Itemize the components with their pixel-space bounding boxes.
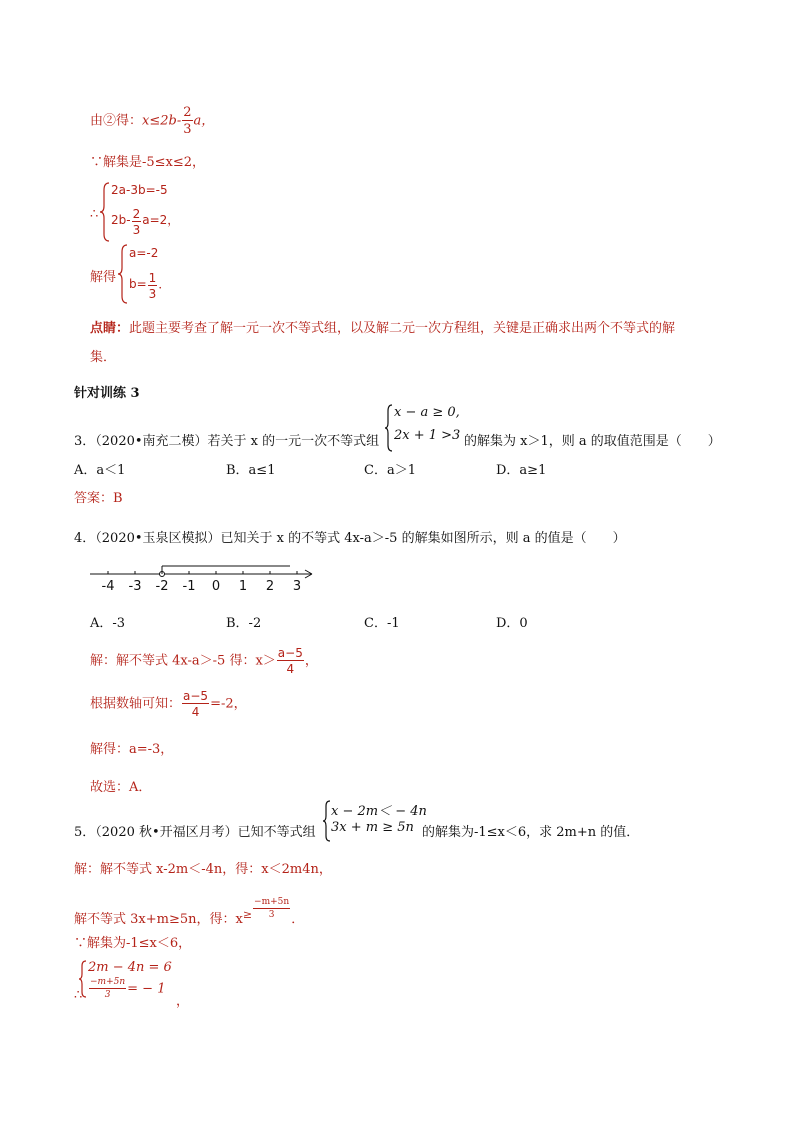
- fraction: [182, 690, 209, 718]
- q3-answer: 答案：B: [74, 491, 123, 506]
- solve-label: 解得: [90, 270, 117, 285]
- q4-option-a: A．-3: [90, 616, 126, 631]
- system2-eq2: [129, 272, 170, 300]
- text: ≥: [242, 908, 253, 921]
- q3-stem-post: 的解集为 x＞1，则 a 的取值范围是（ ）: [464, 434, 721, 449]
- fraction: [132, 208, 142, 236]
- text: ．: [291, 912, 305, 927]
- q5-solution-line1: 解：解不等式 x-2m＜-4n，得：x＜2m4n，: [74, 862, 332, 877]
- q4-stem: 4．（2020•玉泉区模拟）已知关于 x 的不等式 4x-a＞-5 的解集如图所示，则 a 的值是（ ）: [74, 531, 626, 546]
- text: 解：解不等式 4x-a＞-5 得：x＞: [90, 653, 276, 669]
- numerator: a−5: [277, 646, 303, 660]
- comma: ，: [176, 994, 190, 1009]
- denominator: 3: [132, 223, 141, 237]
- solution-line-solution-set: ∵解集是-5≤x≤2，: [90, 155, 206, 170]
- q3-option-a: A．a＜1: [74, 463, 126, 478]
- q5-solution-line2: [74, 898, 304, 927]
- q3-system-eq2: 2x + 1 >3: [394, 428, 461, 443]
- numerator: 2: [132, 207, 141, 221]
- system1-eq2: [111, 208, 179, 236]
- text: ．: [158, 277, 171, 291]
- tick-label: 1: [238, 579, 248, 594]
- q4-solution-line3: 解得：a=-3，: [90, 742, 174, 757]
- fraction: [182, 106, 192, 136]
- number-line: [86, 560, 326, 596]
- denominator: 4: [286, 662, 295, 676]
- left-brace-icon: [384, 404, 394, 452]
- tick-label: -2: [155, 579, 169, 594]
- tick-label: 2: [265, 579, 275, 594]
- numerator: 1: [148, 271, 157, 285]
- q3-stem-pre: 3．（2020•南充二模）若关于 x 的一元一次不等式组: [74, 434, 380, 449]
- q4-solution-line4: 故选：A．: [90, 780, 152, 795]
- comment-line-2: 集．: [90, 350, 117, 365]
- q3-option-c: C．a＞1: [364, 463, 416, 478]
- denominator: 3: [104, 990, 111, 1000]
- text: a，: [193, 113, 215, 129]
- q4-solution-line2: [90, 690, 247, 718]
- numerator: −m+5n: [254, 897, 290, 907]
- therefore-symbol: ∴: [90, 207, 99, 222]
- q4-option-d: D．0: [496, 616, 528, 631]
- q5-system2-eq1: 2m − 4n = 6: [88, 960, 172, 975]
- system1-eq1: 2a-3b=-5: [111, 183, 168, 197]
- comment-line: [90, 317, 675, 336]
- tick-label: 3: [292, 579, 302, 594]
- q5-stem-pre: 5．（2020 秋•开福区月考）已知不等式组: [74, 825, 316, 840]
- text: a=2: [142, 213, 168, 227]
- fraction: [148, 272, 158, 300]
- text: 根据数轴可知：: [90, 696, 182, 712]
- q4-option-c: C．-1: [364, 616, 400, 631]
- text: 由②得：: [90, 113, 143, 129]
- text: =-2，: [210, 696, 247, 712]
- tick-label: -3: [128, 579, 142, 594]
- q5-therefore-symbol: ∴: [74, 988, 83, 1003]
- numerator: 2: [183, 105, 192, 120]
- text: ，: [167, 213, 180, 227]
- q4-option-b: B．-2: [226, 616, 262, 631]
- left-brace-icon: [99, 182, 111, 242]
- solution-line-from-2: [90, 106, 214, 136]
- tick-label: -1: [182, 579, 196, 594]
- system2-eq1: a=-2: [129, 246, 159, 260]
- q4-solution-line1: [90, 647, 318, 675]
- fraction: [89, 978, 126, 1000]
- section-title: 针对训练 3: [74, 386, 140, 401]
- left-brace-icon: [117, 244, 129, 304]
- text: ，: [304, 653, 318, 669]
- q3-option-d: D．a≥1: [496, 463, 547, 478]
- text: 解不等式 3x+m≥5n，得：x: [74, 912, 243, 927]
- q3-option-b: B．a≤1: [226, 463, 276, 478]
- text: 2b-: [111, 213, 131, 227]
- fraction: [277, 647, 304, 675]
- numerator: −m+5n: [90, 977, 126, 987]
- text: x≤2b-: [142, 113, 182, 129]
- q3-system-eq1: x − a ≥ 0,: [394, 405, 460, 420]
- denominator: 4: [191, 705, 200, 719]
- q5-system-eq1: x − 2m＜ − 4n: [331, 804, 427, 819]
- text: = − 1: [127, 981, 166, 997]
- q5-system-eq2: 3x + m ≥ 5n: [331, 820, 414, 835]
- q5-solution-line3: ∵解集为-1≤x＜6，: [74, 936, 192, 951]
- numerator: a−5: [183, 689, 209, 703]
- tick-label: 0: [211, 579, 221, 594]
- tick-label: -4: [101, 579, 115, 594]
- fraction: [253, 898, 290, 920]
- comment-text: 此题主要考查了解一元一次不等式组，以及解二元一次方程组，关键是正确求出两个不等式的解: [129, 321, 676, 336]
- text: b=: [129, 277, 147, 291]
- left-brace-icon: [78, 960, 88, 998]
- q5-stem-post: 的解集为-1≤x＜6，求 2m+n 的值．: [422, 825, 640, 840]
- q5-system2-eq2: [88, 978, 165, 1000]
- denominator: 3: [183, 122, 192, 137]
- denominator: 3: [148, 287, 157, 301]
- denominator: 3: [268, 910, 275, 920]
- comment-label: 点睛：: [90, 321, 130, 336]
